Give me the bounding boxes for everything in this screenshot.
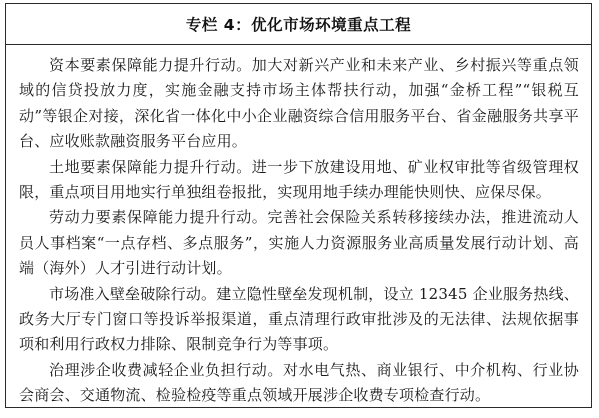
title-bar bbox=[6, 4, 591, 45]
special-column-box bbox=[5, 3, 592, 408]
box-content bbox=[6, 45, 591, 409]
paragraph-market-access: 市场准入壁垒破除行动。建立隐性壁垒发现机制，设立 12345 企业服务热线、政务大厅专门窗口等投诉举报渠道，重点清理行政审批涉及的无法律、法规依据事项和利用行政权力排除、限制竞争行为等事项。 bbox=[19, 284, 579, 354]
paragraph-land: 土地要素保障能力提升行动。进一步下放建设用地、矿业权审批等省级管理权限，重点项目用地实行单独组卷报批，实现用地手续办理能快则快、应保尽保。 bbox=[19, 157, 579, 202]
paragraph-labor: 劳动力要素保障能力提升行动。完善社会保险关系转移接续办法，推进流动人员人事档案“一点存档、多点服务”，实施人力资源服务业高质量发展行动计划、高端（海外）人才引进行动计划。 bbox=[19, 208, 579, 278]
paragraph-capital: 资本要素保障能力提升行动。加大对新兴产业和未来产业、乡村振兴等重点领域的信贷投放力度，实施金融支持市场主体帮扶行动，加强“金桥工程”“银税互动”等银企对接，深化省一体化中小企业融资综合信用服务平台、省金融服务共享平台、应收账款融资服务平台应用。 bbox=[19, 56, 579, 151]
paragraph-fees: 治理涉企收费减轻企业负担行动。对水电气热、商业银行、中介机构、行业协会商会、交通物流、检验检疫等重点领域开展涉企收费专项检查行动。 bbox=[19, 360, 579, 405]
box-title: 专栏 4：优化市场环境重点工程 bbox=[185, 16, 412, 34]
